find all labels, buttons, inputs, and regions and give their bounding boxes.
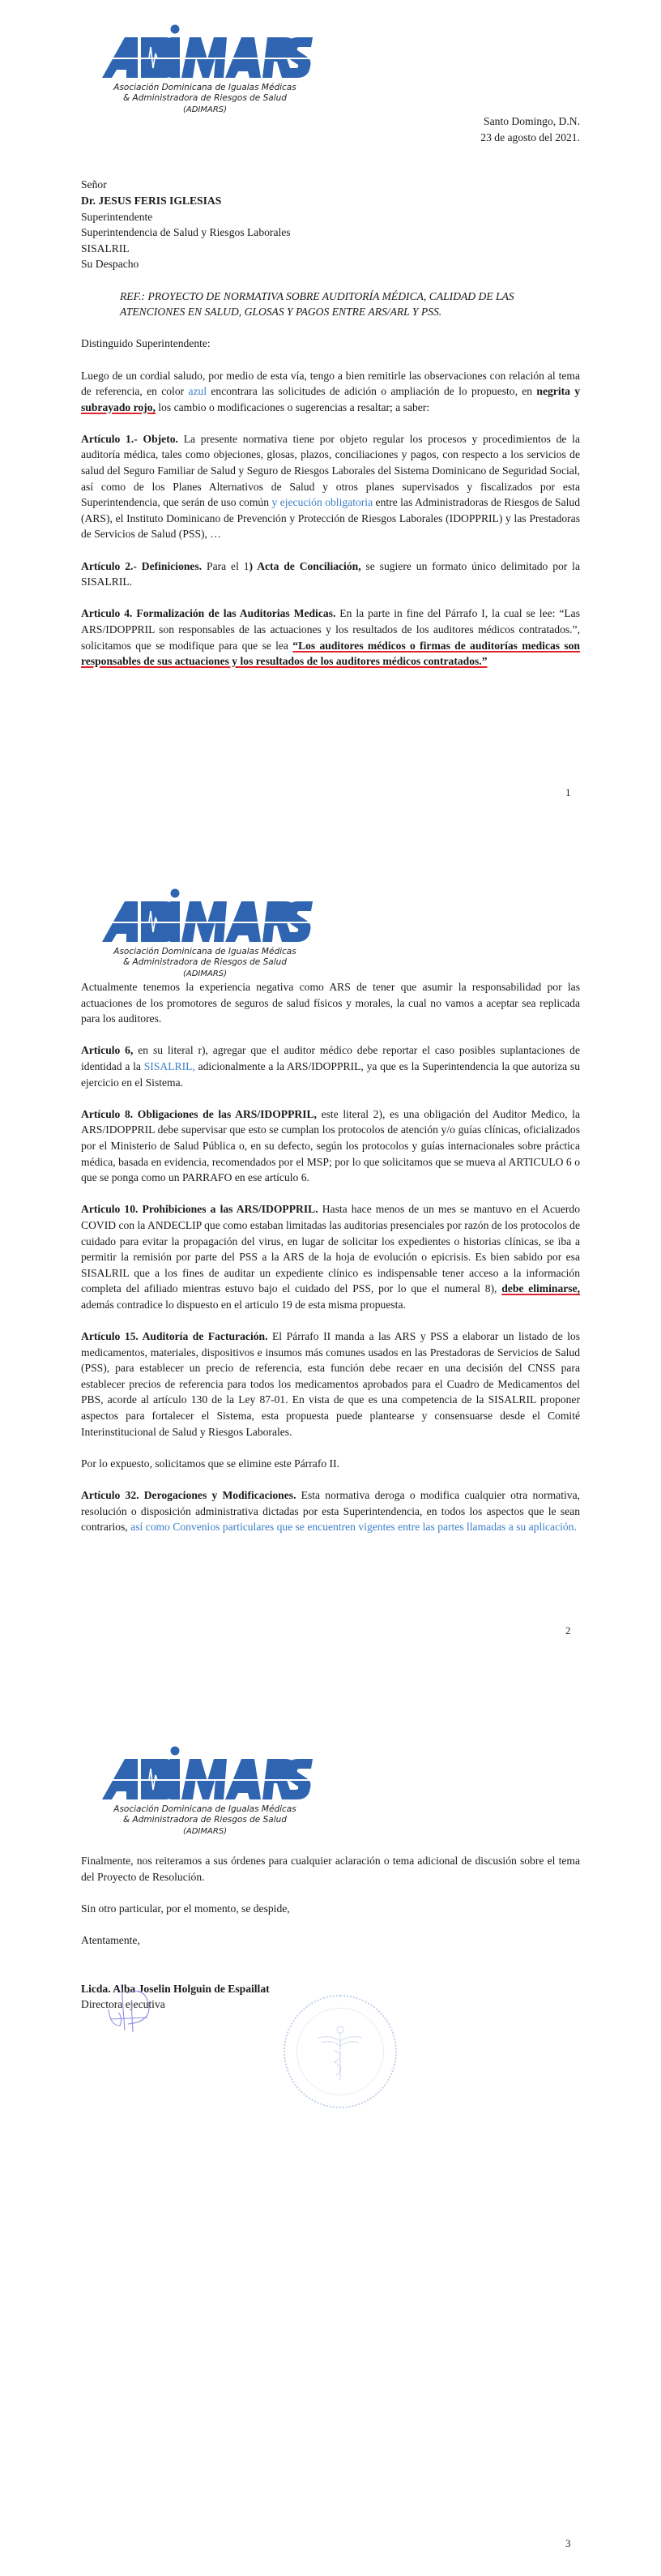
article-15: Artículo 15. Auditoría de Facturación. El Párrafo II manda a las ARS y PSS a elaborar un listado de los medicamentos, materiales, dispositivos e insumos más comunes usados en las Prestadoras de Servicios de Salud (PSS), para establecer un precio de referencia, esta función debe recaer en una decisión del CNSS para establecer precios de referencia para todos los medicamentos aprobados para el Cuadro de Medicamentos del PBS, acorde al artículo 130 de la Ley 87-01. En vista de que es una competencia de la SISALRIL proponer aspectos para fortalecer el Sistema, esta propuesta puede plantearse y consensuarse desde el Comité Interinstitucional de Salud y Riesgos Laborales. [81,1330,580,1438]
reference-line: REF.: PROYECTO DE NORMATIVA SOBRE AUDITORÍA MÉDICA, CALIDAD DE LAS ATENCIONES EN SALUD, GLOSAS Y PAGOS ENTRE ARS/ARL Y PSS. [120,289,514,319]
continuation-paragraph: Actualmente tenemos la experiencia negativa como ARS de tener que asumir la responsabilidad por las actuaciones de los promotores de seguros de salud físicos y morales, la cual no vamos a aceptar sea replicada para los auditores. [81,981,580,1025]
signer-name: Licda. Alba Joselin Holguin de Espaillat [81,1982,270,1995]
recipient-block [81,177,580,272]
blue-sample-text: azul [188,385,207,398]
recipient-title: Superintendente [81,210,153,223]
adimars-logo-icon [96,887,314,947]
logo-subtitle: Asociación Dominicana de Igualas Médicas & Administradora de Riesgos de Salud (ADIMARS) [113,947,296,978]
page-2 [0,858,661,1715]
article-32-heading: Artículo 32. Derogaciones y Modificaciones. [81,1489,296,1501]
recipient-acronym: SISALRIL [81,242,130,255]
article-8-heading: Artículo 8. Obligaciones de las ARS/IDOPPRIL, [81,1107,317,1120]
recipient-name: Dr. JESUS FERIS IGLESIAS [81,194,222,207]
article-6-heading: Articulo 6, [81,1044,134,1057]
recipient-institution: Superintendencia de Salud y Riesgos Laborales [81,226,291,239]
adimars-logo [96,1744,314,1838]
conclusion-paragraph: Por lo expuesto, solicitamos que se elimine este Párrafo II. [81,1457,339,1470]
place-line: Santo Domingo, D.N. [484,115,580,127]
farewell-line: Sin otro particular, por el momento, se despide, [81,1902,290,1915]
official-stamp-icon [284,1995,397,2108]
article-10-heading: Articulo 10. Prohibiciones a las ARS/IDOPPRIL. [81,1203,318,1216]
page-number-1: 1 [565,786,571,798]
closing-paragraph: Finalmente, nos reiteramos a sus órdenes para cualquier aclaración o tema adicional de discusión sobre el tema del Proyecto de Resolución. [81,1855,580,1883]
article-1-heading: Artículo 1.- Objeto. [81,432,178,445]
page-3-body [81,1853,580,2013]
article-2: Artículo 2.- Definiciones. Para el 1) Acta de Conciliación, se sugiere un formato único delimitado por la SISALRIL. [81,559,580,588]
page-1 [0,0,661,858]
sign-off: Atentamente, [81,1933,140,1946]
article-1: Artículo 1.- Objeto. La presente normativa tiene por objeto regular los procesos y procedimientos de la auditoría médica, tales como objeciones, glosas, plazos, conciliaciones y pagos, con respecto a los servicios de salud del Seguro Familiar de Salud y Seguro de Riesgos Laborales del Sistema Dominicano de Seguridad Social, así como de los Planes Alternativos de Salud y otros planes supervisados y fiscalizados por esta Superintendencia, que serán de uso común y ejecución obligatoria entre las Administradoras de Riesgos de Salud (ARS), el Instituto Dominicano de Prevención y Protección de Riesgos Laborales (IDOPPRIL) y las Prestadoras de Servicios de Salud (PSS), … [81,432,581,541]
article-10: Articulo 10. Prohibiciones a las ARS/IDOPPRIL. Hasta hace menos de un mes se mantuvo en el Acuerdo COVID con la ANDECLIP que como estaban limitadas las auditorias presenciales por razón de los protocolos de cuidado para evitar la propagación del virus, en lugar de solicitar los expedientes o historias clínicas, se iba a permitir la remisión por parte del PSS a la ARS de la hoja de evolución o epicrisis. Es bien sabido por esa SISALRIL que a los fines de auditar un expediente clínico es indispensable tener acceso a la información completa del afiliado mientras estuvo bajo el cuidado del PSS, por lo que el numeral 8), debe eliminarse, además contradice lo dispuesto en el articulo 19 de esta misma propuesta. [81,1203,580,1311]
adimars-logo-icon [96,1744,314,1804]
article-15-heading: Artículo 15. Auditoría de Facturación. [81,1330,268,1343]
page-1-body [81,113,580,670]
logo-subtitle-line2: & Administradora de Riesgos de Salud [123,92,287,103]
page-number-3: 3 [565,2537,571,2549]
article-32: Artículo 32. Derogaciones y Modificaciones. Esta normativa deroga o modifica cualquier otra normativa, resolución o disposición administrativa dictadas por esta Superintendencia, en todos los aspectos que le sean contrarios, así como Convenios particulares que se encuentren vigentes entre las partes llamadas a su aplicación. [81,1489,580,1534]
page-3 [0,1715,661,2576]
article-4: Articulo 4. Formalización de las Auditorias Medicas. En la parte in fine del Párrafo I, la cual se lee: “Las ARS/IDOPPRIL son responsables de las actuaciones y los resultados de los auditores médicos contratados.”, solicitamos que se modifique para que se lea “Los auditores médicos o firmas de auditorías medicas son responsables de sus actuaciones y los resultados de los auditores médicos contratados.” [81,607,581,668]
adimars-logo [96,23,314,116]
red-underline-sample-text: subrayado rojo, [81,400,156,413]
logo-subtitle-line1: Asociación Dominicana de Igualas Médicas [113,83,296,92]
greeting: Distinguido Superintendente: [81,337,211,350]
signature-icon [107,1985,156,2034]
logo-abbreviation: (ADIMARS) [182,105,228,114]
page-2-body [81,979,580,1535]
article-8: Artículo 8. Obligaciones de las ARS/IDOPPRIL, este literal 2), es una obligación del Auditor Medico, la ARS/IDOPPRIL debe supervisar que esto se cumplan los protocolos de atención y/o guías clínicas, oficializados por el Ministerio de Salud Pública o, en su defecto, según los protocolos y guías internacionales sobre práctica médica, basada en evidencia, recomendados por el MSP; por lo que solicitamos que se mueva al ARTICULO 6 o que se ponga como un PARRAFO en ese artículo 6. [81,1107,580,1184]
logo-subtitle [96,83,314,116]
article-6: Articulo 6, en su literal r), agregar que el auditor médico debe reportar el caso posibles suplantaciones de identidad a la SISALRIL, adicionalmente a la ARS/IDOPPRIL, ya que es la Superintendencia la que autoriza su ejercicio en el Sistema. [81,1044,581,1089]
adimars-logo [96,887,314,980]
logo-subtitle: Asociación Dominicana de Igualas Médicas & Administradora de Riesgos de Salud (ADIMARS) [113,1804,296,1836]
recipient-office: Su Despacho [81,258,139,271]
adimars-logo-icon [96,23,314,83]
recipient-salutation: Señor [81,178,107,191]
signer-title: Directora ejecutiva [81,1998,165,2011]
caduceus-icon [312,2025,369,2082]
page-number-2: 2 [565,1624,571,1637]
date-line: 23 de agosto del 2021. [480,131,580,143]
intro-paragraph: Luego de un cordial saludo, por medio de esta vía, tengo a bien remitirle las observaciones con relación al tema de referencia, en color azul encontrara las solicitudes de adición o ampliación de lo propuesto, en negrita y subrayado rojo, los cambio o modificaciones o sugerencias a resaltar; a saber: [81,369,580,413]
article-2-heading: Artículo 2.- Definiciones. [81,559,203,572]
article-4-heading: Articulo 4. Formalización de las Auditorias Medicas. [81,607,336,620]
